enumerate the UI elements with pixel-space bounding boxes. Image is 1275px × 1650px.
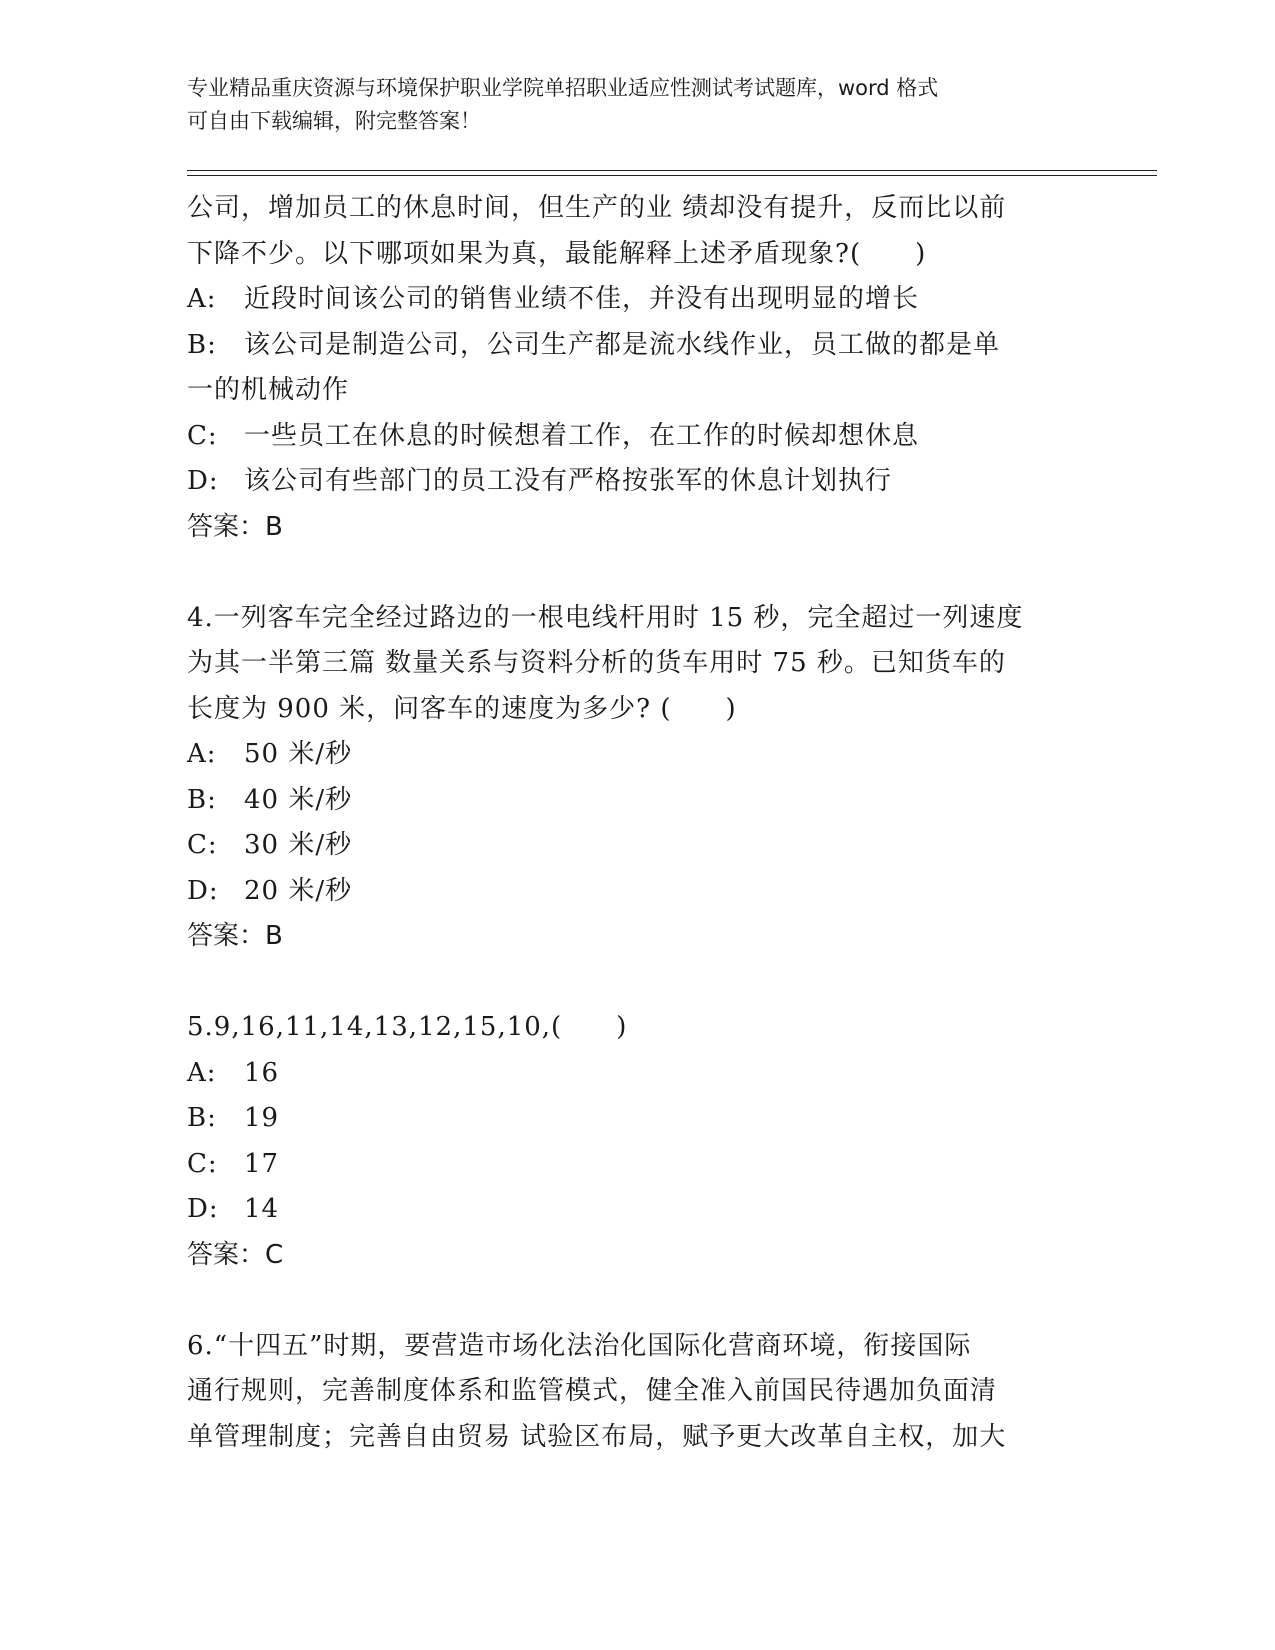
option-d: D: 20 米/秒 [187,875,353,906]
option-b-continuation: 一的机械动作 [187,375,350,405]
question-text-line: 6.“十四五”时期，要营造市场化法治化国际化营商环境，衔接国际 [187,1330,972,1361]
question-text-line: 公司，增加员工的休息时间，但生产的业 绩却没有提升，反而比以前 [187,193,1007,223]
question-6 [187,1324,1067,1461]
answer: 答案：C [187,1239,284,1270]
question-list [187,186,1067,1460]
option-b: B: 40 米/秒 [187,784,353,815]
option-c: C: 17 [187,1148,280,1179]
option-c: C: 一些员工在休息的时候想着工作，在工作的时候却想休息 [187,420,920,451]
question-text-line: 长度为 900 米，问客车的速度为多少? ( ) [187,693,737,724]
question-text-line: 4.一列客车完全经过路边的一根电线杆用时 15 秒，完全超过一列速度 [187,602,1024,633]
option-a: A: 50 米/秒 [187,739,353,769]
question-text-line: 下降不少。以下哪项如果为真，最能解释上述矛盾现象?( ) [187,238,927,269]
answer: 答案：B [187,511,283,542]
option-a: A: 16 [187,1057,280,1088]
option-c: C: 30 米/秒 [187,830,353,860]
option-a: A: 近段时间该公司的销售业绩不佳，并没有出现明显的增长 [187,284,920,314]
document-header [187,72,1067,138]
header-line-2: 可自由下载编辑，附完整答案！ [187,109,481,133]
header-rule-bottom [187,175,1157,176]
option-b: B: 19 [187,1103,280,1133]
option-d: D: 14 [187,1194,280,1224]
question-text-line: 单管理制度；完善自由贸易 试验区布局，赋予更大改革自主权，加大 [187,1421,1007,1452]
header-line-1: 专业精品重庆资源与环境保护职业学院单招职业适应性测试考试题库，word 格式 [187,76,939,100]
header-rule-top [187,170,1157,171]
question-text-line: 5.9,16,11,14,13,12,15,10,( ) [187,1012,628,1042]
question-text-line: 通行规则，完善制度体系和监管模式，健全准入前国民待遇加负面清 [187,1376,998,1406]
question-3 [187,186,1067,550]
question-text-line: 为其一半第三篇 数量关系与资料分析的货车用时 75 秒。已知货车的 [187,648,1006,678]
option-d: D: 该公司有些部门的员工没有严格按张军的休息计划执行 [187,466,893,496]
option-b: B: 该公司是制造公司，公司生产都是流水线作业，员工做的都是单 [187,329,1001,360]
answer: 答案：B [187,921,283,951]
question-5 [187,1005,1067,1278]
question-4 [187,596,1067,960]
